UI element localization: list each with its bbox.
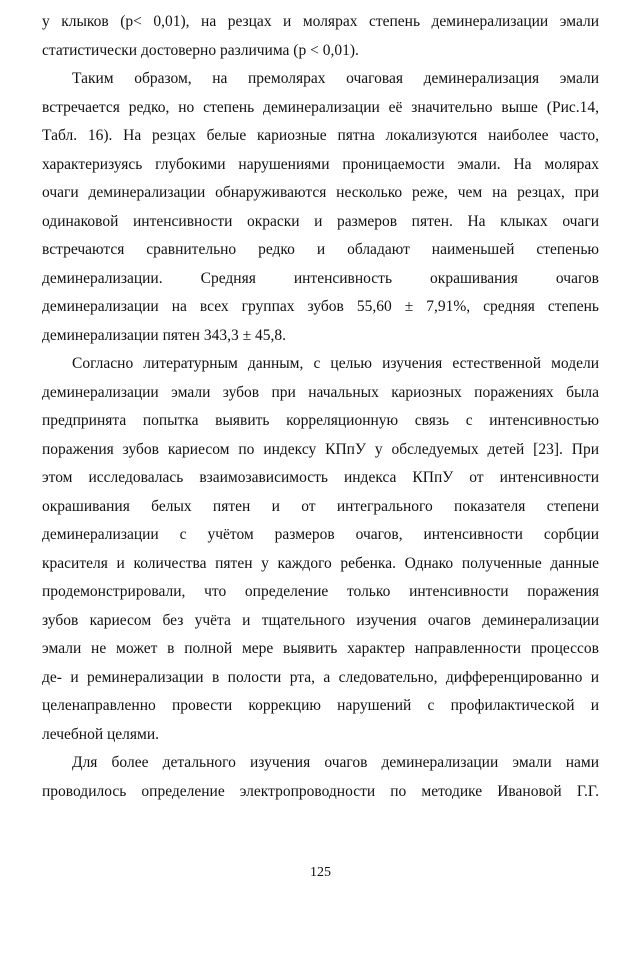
text-line: Табл. 16). На резцах белые кариозные пятна локализуются наиболее часто,	[42, 127, 599, 144]
text-line: де- и реминерализации в полости рта, а следовательно, дифференцированно и	[42, 668, 599, 686]
text-line: Для более детального изучения очагов деминерализации эмали нами	[72, 754, 599, 771]
text-line: встречается редко, но степень деминерализации её значительно выше (Рис.14,	[42, 98, 599, 116]
text-line: встречаются сравнительно редко и обладают наименьшей степенью	[42, 241, 599, 258]
text-line: этом исследовалась взаимозависимость индекса КПпУ от интенсивности	[42, 469, 599, 486]
text-line: эмали не может в полной мере выявить характер направленности процессов	[42, 640, 599, 657]
text-line: деминерализации пятен 343,3 ± 45,8.	[42, 326, 286, 344]
text-line: деминерализации эмали зубов при начальных кариозных поражениях была	[42, 383, 599, 401]
text-line: деминерализации с учётом размеров очагов, интенсивности сорбции	[42, 526, 599, 543]
text-line: очаги деминерализации обнаруживаются несколько реже, чем на резцах, при	[42, 184, 599, 201]
body-text	[42, 8, 599, 806]
text-line: одинаковой интенсивности окраски и размеров пятен. На клыках очаги	[42, 212, 599, 230]
text-line: лечебной целями.	[42, 725, 160, 743]
text-line: Таким образом, на премолярах очаговая деминерализация эмали	[72, 70, 599, 87]
text-line: у клыков (р< 0,01), на резцах и молярах степень деминерализации эмали	[42, 13, 599, 30]
text-line: Согласно литературным данным, с целью изучения естественной модели	[72, 355, 599, 372]
text-line: красителя и количества пятен у каждого ребенка. Однако полученные данные	[42, 554, 599, 572]
text-line: проводилось определение электропроводности по методике Ивановой Г.Г.	[42, 782, 599, 800]
text-line: деминерализации. Средняя интенсивность окрашивания очагов	[42, 269, 599, 287]
page-number: 125	[310, 865, 331, 880]
text-line: окрашивания белых пятен и от интегрального показателя степени	[42, 497, 599, 515]
text-line: продемонстрировали, что определение только интенсивности поражения	[42, 583, 599, 600]
text-line: целенаправленно провести коррекцию нарушений с профилактической и	[42, 697, 599, 714]
text-line: поражения зубов кариесом по индексу КПпУ у обследуемых детей [23]. При	[42, 440, 599, 458]
text-line: предпринята попытка выявить корреляционную связь с интенсивностью	[42, 412, 599, 429]
text-line: статистически достоверно различима (р < 0,01).	[42, 41, 359, 59]
text-line: зубов кариесом без учёта и тщательного изучения очагов деминерализации	[42, 611, 599, 629]
text-line: деминерализации на всех группах зубов 55,60 ± 7,91%, средняя степень	[42, 298, 599, 315]
text-line: характеризуясь глубокими нарушениями проницаемости эмали. На молярах	[42, 155, 599, 173]
